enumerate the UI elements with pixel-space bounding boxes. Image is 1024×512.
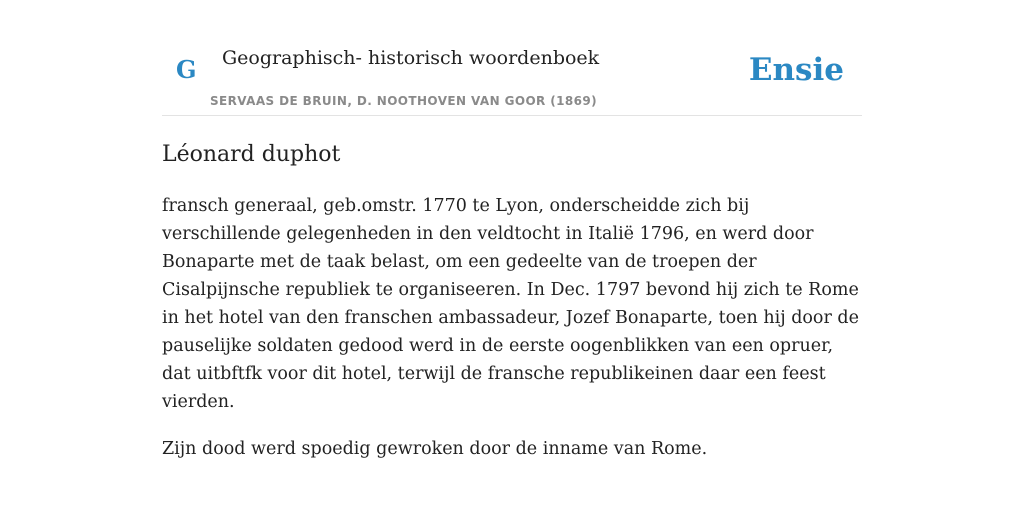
entry-body xyxy=(162,192,862,482)
entry-paragraph: fransch generaal, geb.omstr. 1770 te Lyon, onderscheidde zich bij verschillende gelegenheden in den veldtocht in Italië 1796, en werd door Bonaparte met de taak belast, om een gedeelte van de troepen der Cisalpijnsche republiek te organiseeren. In Dec. 1797 bevond hij zich te Rome in het hotel van den franschen ambassadeur, Jozef Bonaparte, toen hij door de pauselijke soldaten gedood werd in de eerste oogenblikken van een opruer, dat uitbftfk voor dit hotel, terwijl de fransche republikeinen daar een feest vierden. xyxy=(162,196,859,412)
entry-paragraph: Zijn dood werd spoedig gewroken door de inname van Rome. xyxy=(162,439,708,459)
ensie-logo[interactable]: Ensie xyxy=(748,52,844,88)
book-letter-icon[interactable]: G xyxy=(176,55,197,84)
book-authors-year: SERVAAS DE BRUIN, D. NOOTHOVEN VAN GOOR (1869) xyxy=(210,94,598,108)
book-header xyxy=(162,0,862,116)
page xyxy=(162,0,862,512)
entry-title: Léonard duphot xyxy=(162,142,341,167)
book-title[interactable]: Geographisch- historisch woordenboek xyxy=(222,47,600,69)
